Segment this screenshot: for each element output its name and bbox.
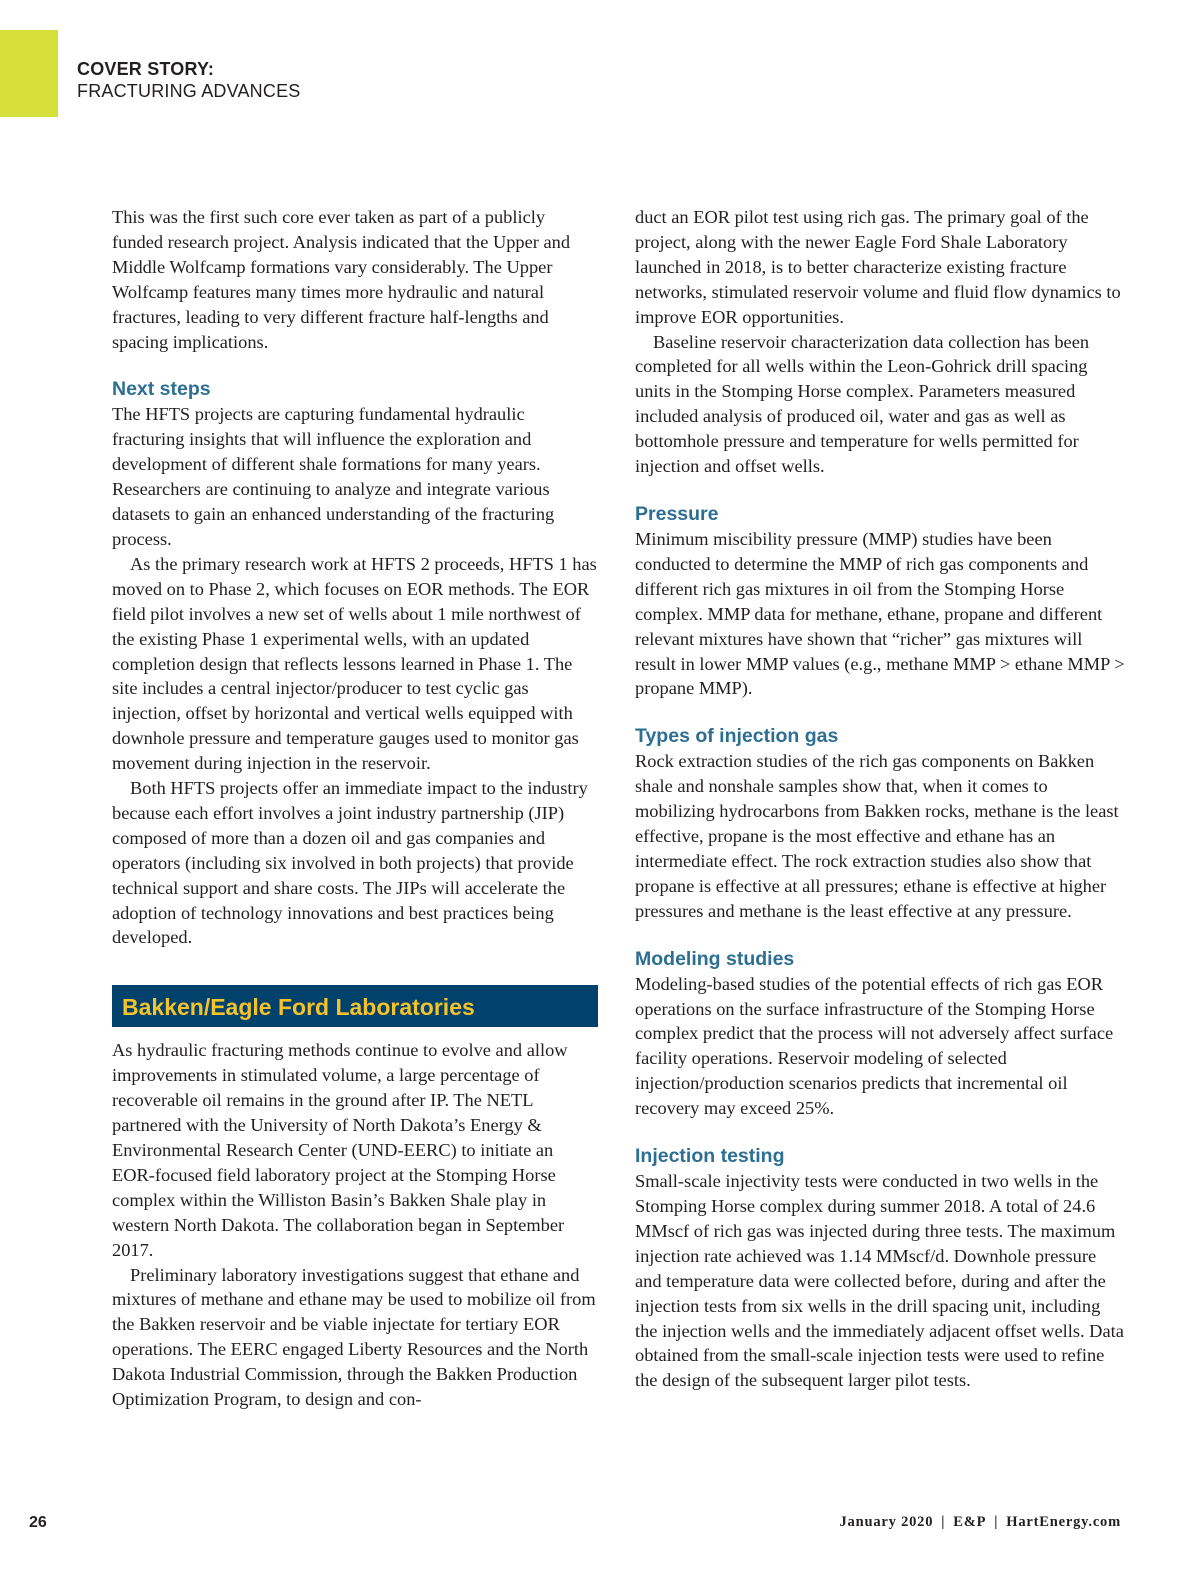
- footer-separator: |: [941, 1514, 946, 1530]
- page-header: [77, 58, 301, 102]
- injection-testing-paragraph: Small-scale injectivity tests were conducted in two wells in the Stomping Horse complex during summer 2018. A total of 24.6 MMscf of rich gas was injected during three tests. The maximum injection rate achieved was 1.14 MMscf/d. Downhole pressure and temperature data were collected before, during and after the injection tests from six wells in the drill spacing unit, including the injection wells and the immediately adjacent offset wells. Data obtained from the small-scale injection tests were used to refine the design of the subsequent larger pilot tests.: [635, 1171, 1124, 1391]
- header-kicker: COVER STORY:: [77, 59, 215, 79]
- labs-paragraph-2: Preliminary laboratory investigations suggest that ethane and mixtures of methane and ethane may be used to mobilize oil from the Bakken reservoir and be viable injectate for tertiary EOR operations. The EERC engaged Liberty Resources and the North Dakota Industrial Commission, through the Bakken Production Optimization Program, to design and con-: [112, 1264, 596, 1410]
- injection-testing-heading: Injection testing: [635, 1145, 785, 1168]
- continued-paragraph: duct an EOR pilot test using rich gas. The primary goal of the project, along with the newer Eagle Ford Shale Laboratory launched in 2018, is to better characterize existing fracture networks, stimulated reservoir volume and fluid flow dynamics to improve EOR opportunities.: [635, 207, 1121, 327]
- injection-gas-heading: Types of injection gas: [635, 725, 839, 748]
- accent-tab: [0, 30, 58, 117]
- footer-separator: |: [994, 1514, 999, 1530]
- next-steps-paragraph-2: As the primary research work at HFTS 2 proceeds, HFTS 1 has moved on to Phase 2, which focuses on EOR methods. The EOR field pilot involves a new set of wells about 1 mile northwest of the existing Phase 1 experimental wells, with an updated completion design that reflects lessons learned in Phase 1. The site includes a central injector/producer to test cyclic gas injection, offset by horizontal and vertical wells equipped with downhole pressure and temperature gauges used to monitor gas movement during injection in the reservoir.: [112, 553, 597, 774]
- left-column: [112, 205, 600, 1412]
- publication-name: E&P: [953, 1514, 987, 1530]
- next-steps-heading: Next steps: [112, 378, 211, 401]
- website: HartEnergy.com: [1006, 1514, 1121, 1530]
- pressure-paragraph: Minimum miscibility pressure (MMP) studies have been conducted to determine the MMP of rich gas components and different rich gas mixtures in oil from the Stomping Horse complex. MMP data for methane, ethane, propane and different relevant mixtures have shown that “richer” gas mixtures will result in lower MMP values (e.g., methane MMP > ethane MMP > propane MMP).: [635, 528, 1125, 699]
- modeling-heading: Modeling studies: [635, 947, 795, 970]
- next-steps-paragraph-3: Both HFTS projects offer an immediate impact to the industry because each effort involves a joint industry partnership (JIP) composed of more than a dozen oil and gas companies and operators (including six involved in both projects) that provide technical support and share costs. The JIPs will accelerate the adoption of technology innovations and best practices being developed.: [112, 778, 588, 948]
- section-title-box: [112, 985, 598, 1027]
- labs-paragraph-1: As hydraulic fracturing methods continue to evolve and allow improvements in stimulated volume, a large percentage of recoverable oil remains in the ground after IP. The NETL partnered with the University of North Dakota’s Energy & Environmental Research Center (UND-EERC) to initiate an EOR-focused field laboratory project at the Stomping Horse complex within the Williston Basin’s Bakken Shale play in western North Dakota. The collaboration began in September 2017.: [112, 1040, 568, 1260]
- modeling-paragraph: Modeling-based studies of the potential effects of rich gas EOR operations on the surface infrastructure of the Stomping Horse complex predict that the process will not adversely affect surface facility operations. Reservoir modeling of selected injection/production scenarios predicts that incremental oil recovery may exceed 25%.: [635, 973, 1114, 1119]
- pressure-heading: Pressure: [635, 502, 719, 525]
- issue-date: January 2020: [839, 1514, 934, 1530]
- header-section: FRACTURING ADVANCES: [77, 81, 301, 101]
- right-column: [635, 205, 1125, 1393]
- footer-credit: [839, 1514, 1121, 1531]
- section-title: Bakken/Eagle Ford Laboratories: [122, 994, 475, 1021]
- injection-gas-paragraph: Rock extraction studies of the rich gas components on Bakken shale and nonshale samples show that, when it comes to mobilizing hydrocarbons from Bakken rocks, methane is the least effective, propane is the most effective and ethane has an intermediate effect. The rock extraction studies also show that propane is effective at all pressures; ethane is effective at higher pressures and methane is the least effective at any pressure.: [635, 751, 1119, 921]
- page-number: 26: [29, 1514, 47, 1531]
- intro-paragraph: This was the first such core ever taken as part of a publicly funded research project. Analysis indicated that the Upper and Middle Wolfcamp formations vary considerably. The Upper Wolfcamp features many times more hydraulic and natural fractures, leading to very different fracture half-lengths and spacing implications.: [112, 207, 571, 352]
- next-steps-paragraph-1: The HFTS projects are capturing fundamental hydraulic fracturing insights that will influence the exploration and development of different shale formations for many years. Researchers are continuing to analyze and integrate various datasets to gain an enhanced understanding of the fracturing process.: [112, 404, 555, 549]
- baseline-paragraph: Baseline reservoir characterization data collection has been completed for all wells within the Leon-Gohrick drill spacing units in the Stomping Horse complex. Parameters measured included analysis of produced oil, water and gas as well as bottomhole pressure and temperature for wells permitted for injection and offset wells.: [635, 331, 1090, 477]
